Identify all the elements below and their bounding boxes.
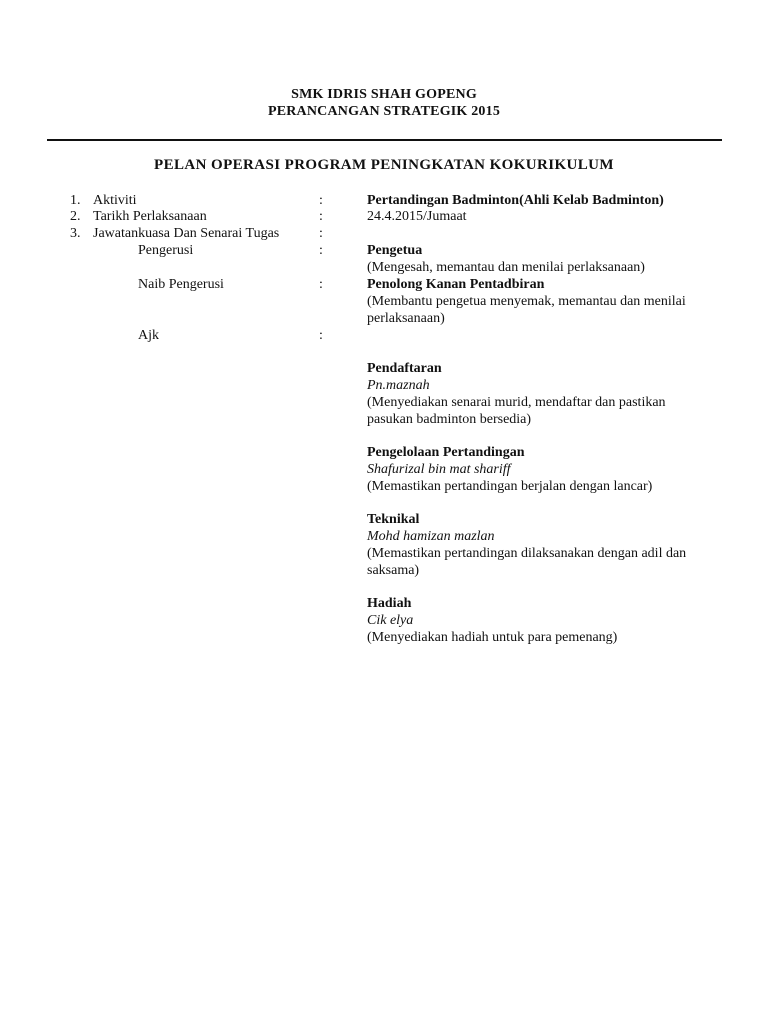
task-title-hadiah: Hadiah bbox=[367, 596, 412, 611]
task-duty-hadiah: (Menyediakan hadiah untuk para pemenang) bbox=[367, 630, 618, 645]
task-duty-teknikal-cont: saksama) bbox=[367, 563, 420, 578]
school-name: SMK IDRIS SHAH GOPENG bbox=[291, 87, 477, 102]
item-label-aktiviti: Aktiviti bbox=[93, 193, 137, 208]
colon-separator: : bbox=[319, 277, 323, 292]
task-person-pengelolaan: Shafurizal bin mat shariff bbox=[367, 462, 511, 477]
item-number: 2. bbox=[70, 209, 81, 224]
task-duty-pengelolaan: (Memastikan pertandingan berjalan dengan lancar) bbox=[367, 479, 653, 494]
item-label-tarikh: Tarikh Perlaksanaan bbox=[93, 209, 207, 224]
colon-separator: : bbox=[319, 193, 323, 208]
ajk-label: Ajk bbox=[138, 328, 159, 343]
naib-pengerusi-role: Penolong Kanan Pentadbiran bbox=[367, 277, 545, 292]
pengerusi-label: Pengerusi bbox=[138, 243, 194, 258]
colon-separator: : bbox=[319, 328, 323, 343]
naib-pengerusi-duty: (Membantu pengetua menyemak, memantau dan menilai bbox=[367, 294, 686, 309]
section-title: PELAN OPERASI PROGRAM PENINGKATAN KOKURIKULUM bbox=[154, 157, 614, 173]
item-number: 3. bbox=[70, 226, 81, 241]
item-number: 1. bbox=[70, 193, 81, 208]
task-person-hadiah: Cik elya bbox=[367, 613, 414, 628]
task-title-pendaftaran: Pendaftaran bbox=[367, 361, 442, 376]
task-title-teknikal: Teknikal bbox=[367, 512, 420, 527]
task-duty-teknikal: (Memastikan pertandingan dilaksanakan dengan adil dan bbox=[367, 546, 687, 561]
naib-pengerusi-label: Naib Pengerusi bbox=[138, 277, 224, 292]
colon-separator: : bbox=[319, 243, 323, 258]
task-person-pendaftaran: Pn.maznah bbox=[367, 378, 430, 393]
plan-title: PERANCANGAN STRATEGIK 2015 bbox=[267, 104, 501, 119]
item-label-jawatankuasa: Jawatankuasa Dan Senarai Tugas bbox=[93, 226, 280, 241]
task-duty-pendaftaran-cont: pasukan badminton bersedia) bbox=[367, 412, 532, 427]
item-value-aktiviti: Pertandingan Badminton(Ahli Kelab Badminton) bbox=[367, 193, 664, 208]
task-duty-pendaftaran: (Menyediakan senarai murid, mendaftar dan pastikan bbox=[367, 395, 666, 410]
header-divider bbox=[47, 139, 722, 141]
task-person-teknikal: Mohd hamizan mazlan bbox=[367, 529, 495, 544]
document-header bbox=[0, 86, 768, 120]
naib-pengerusi-duty-cont: perlaksanaan) bbox=[367, 311, 445, 326]
colon-separator: : bbox=[319, 209, 323, 224]
colon-separator: : bbox=[319, 226, 323, 241]
pengerusi-role: Pengetua bbox=[367, 243, 423, 258]
task-title-pengelolaan: Pengelolaan Pertandingan bbox=[367, 445, 525, 460]
item-value-tarikh: 24.4.2015/Jumaat bbox=[367, 209, 467, 224]
pengerusi-duty: (Mengesah, memantau dan menilai perlaksanaan) bbox=[367, 260, 645, 275]
